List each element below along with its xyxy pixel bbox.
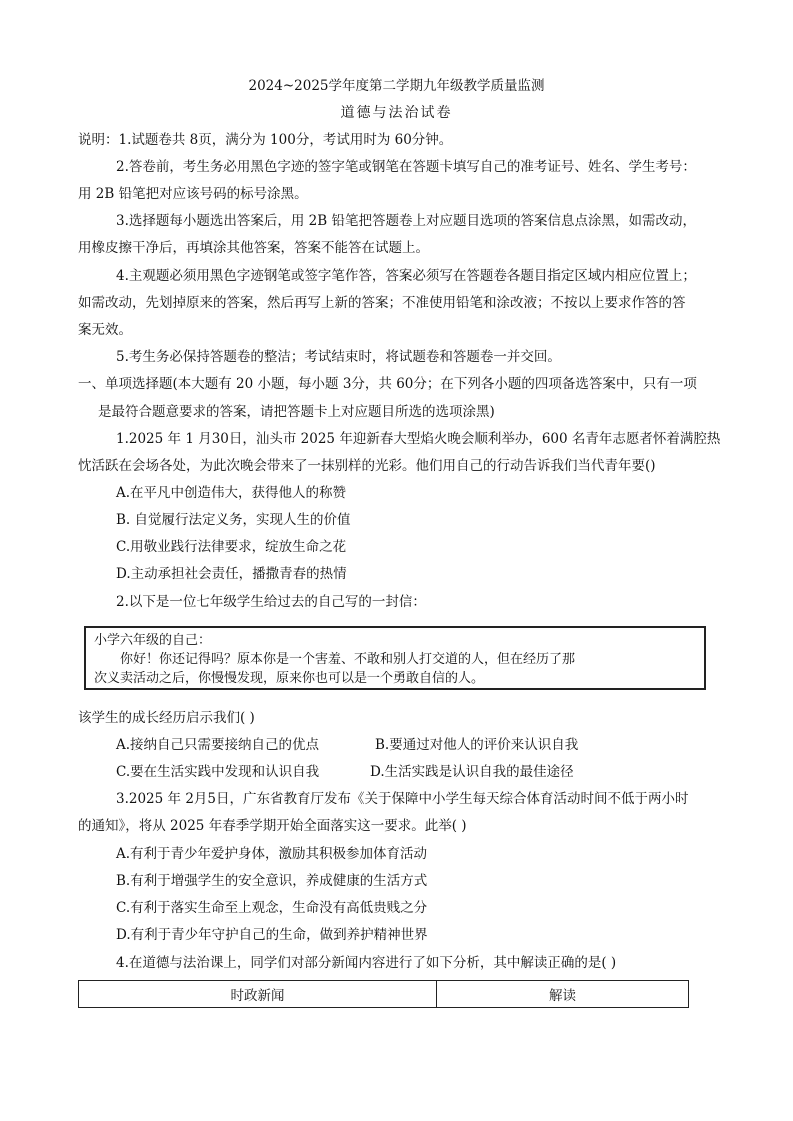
answer-option: D.主动承担社会责任，播撒青春的热情	[116, 566, 347, 582]
question-stem: 的通知》，将从 2025 年春季学期开始全面落实这一要求。此举( )	[78, 818, 467, 834]
letter-line: 小学六年级的自己：	[94, 633, 212, 648]
instruction-line: 用 2B 铅笔把对应该号码的标号涂黑。	[78, 186, 308, 202]
answer-option: C.用敬业践行法律要求，绽放生命之花	[116, 539, 347, 555]
question-stem: 该学生的成长经历启示我们( )	[78, 710, 255, 726]
answer-option: A.在平凡中创造伟大，获得他人的称赞	[116, 485, 347, 501]
table-header-interpretation: 解读	[549, 988, 576, 1004]
instruction-line: 5.考生务必保持答题卷的整洁；考试结束时，将试题卷和答题卷一并交回。	[116, 349, 561, 365]
answer-option: C.有利于落实生命至上观念，生命没有高低贵贱之分	[116, 900, 428, 916]
letter-box	[84, 626, 706, 690]
news-analysis-table	[78, 980, 689, 1008]
question-stem: 4.在道德与法治课上，同学们对部分新闻内容进行了如下分析，其中解读正确的是( )	[116, 955, 617, 971]
exam-title: 2024~2025学年度第二学期九年级教学质量监测	[248, 78, 545, 94]
instruction-line: 4.主观题必须用黑色字迹钢笔或签字笔作答，答案必须写在答题卷各题目指定区域内相应位置上；	[116, 268, 696, 284]
answer-option: D.生活实践是认识自我的最佳途径	[370, 764, 574, 780]
instruction-line: 2.答卷前，考生务必用黑色字迹的签字笔或钢笔在答题卡填写自己的准考证号、姓名、学生考号：	[116, 159, 696, 175]
instruction-line: 3.选择题每小题选出答案后，用 2B 铅笔把答题卷上对应题目选项的答案信息点涂黑，如需改动，	[116, 213, 696, 229]
section-heading: 一、单项选择题(本大题有 20 小题，每小题 3分，共 60分；在下列各小题的四项备选答案中，只有一项	[78, 376, 697, 392]
exam-subtitle: 道德与法治试卷	[340, 105, 453, 121]
section-heading: 是最符合题意要求的答案，请把答题卡上对应题目所选的选项涂黑)	[98, 404, 495, 420]
instruction-line: 说明：1.试题卷共 8页，满分为 100分，考试用时为 60分钟。	[78, 132, 453, 148]
question-stem: 忱活跃在会场各处，为此次晚会带来了一抹别样的光彩。他们用自己的行动告诉我们当代青年要()	[78, 458, 656, 474]
letter-line: 次义卖活动之后，你慢慢发现，原来你也可以是一个勇敢自信的人。	[94, 671, 485, 686]
answer-option: A.接纳自己只需要接纳自己的优点	[116, 737, 320, 753]
answer-option: C.要在生活实践中发现和认识自我	[116, 764, 320, 780]
instruction-line: 案无效。	[78, 322, 132, 338]
answer-option: D.有利于青少年守护自己的生命，做到养护精神世界	[116, 927, 428, 943]
question-stem: 3.2025 年 2月5日，广东省教育厅发布《关于保障中小学生每天综合体育活动时间不低于两小时	[116, 791, 689, 807]
answer-option: B.要通过对他人的评价来认识自我	[375, 737, 579, 753]
answer-option: A.有利于青少年爱护身体，激励其积极参加体育活动	[116, 846, 428, 862]
answer-option: B.有利于增强学生的安全意识，养成健康的生活方式	[116, 873, 428, 889]
table-header-news: 时政新闻	[79, 981, 437, 1007]
instruction-line: 如需改动，先划掉原来的答案，然后再写上新的答案；不准使用铅笔和涂改液；不按以上要求作答的答	[78, 295, 686, 311]
instruction-line: 用橡皮擦干净后，再填涂其他答案，答案不能答在试题上。	[78, 240, 429, 256]
question-stem: 1.2025 年 1 月30日，汕头市 2025 年迎新春大型焰火晚会顺利举办，600 名青年志愿者怀着满腔热	[116, 431, 721, 447]
question-stem: 2.以下是一位七年级学生给过去的自己写的一封信：	[116, 594, 426, 610]
answer-option: B. 自觉履行法定义务，实现人生的价值	[116, 512, 351, 528]
letter-line: 你好！你还记得吗？原本你是一个害羞、不敢和别人打交道的人，但在经历了那	[120, 652, 576, 667]
